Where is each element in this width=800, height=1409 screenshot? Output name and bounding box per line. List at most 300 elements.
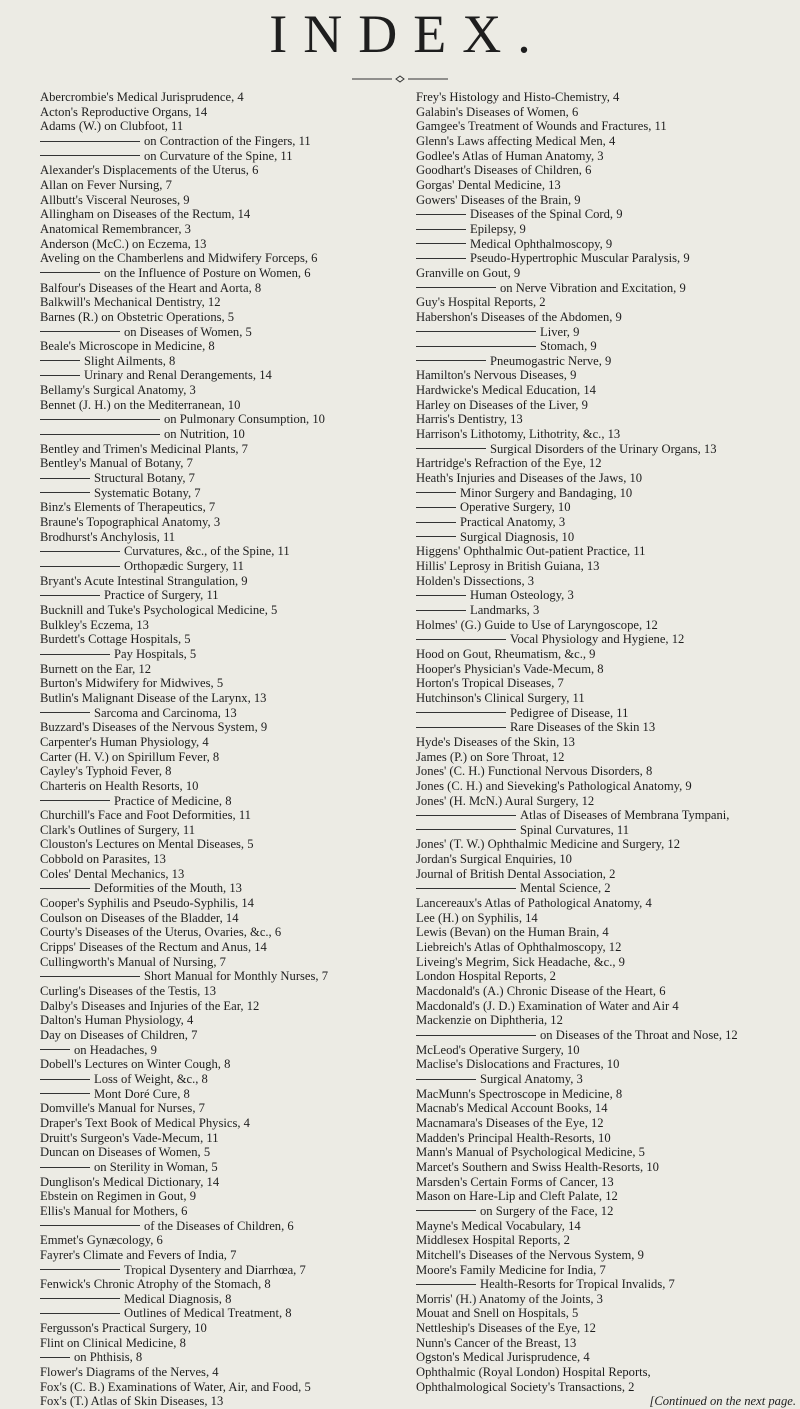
- index-entry-text: Macdonald's (A.) Chronic Disease of the Heart, 6: [416, 984, 666, 999]
- index-entry-text: Glenn's Laws affecting Medical Men, 4: [416, 133, 616, 148]
- index-entry: [416, 1219, 796, 1234]
- index-entry-text: Diseases of the Spinal Cord, 9: [470, 207, 623, 222]
- ditto-rule: [40, 1225, 140, 1226]
- index-entry-text: Holmes' (G.) Guide to Use of Laryngoscope, 12: [416, 617, 658, 632]
- index-entry: [40, 1028, 420, 1043]
- index-entry-text: of the Diseases of Children, 6: [144, 1218, 294, 1233]
- ditto-rule: [416, 815, 516, 816]
- index-entry-text: Hillis' Leprosy in British Guiana, 13: [416, 559, 600, 573]
- index-entry: [40, 1277, 420, 1292]
- index-entry: [416, 1057, 796, 1072]
- index-entry: [40, 603, 420, 618]
- index-entry-text: Nettleship's Diseases of the Eye, 12: [416, 1321, 596, 1336]
- index-entry-text: Coles' Dental Mechanics, 13: [40, 866, 185, 881]
- index-entry-text: Holden's Dissections, 3: [416, 573, 535, 588]
- index-entry-text: Mackenzie on Diphtheria, 12: [416, 1013, 563, 1028]
- ditto-rule: [40, 712, 90, 713]
- ditto-rule: [40, 1357, 70, 1358]
- index-entry: [40, 896, 420, 911]
- index-entry-text: Urinary and Renal Derangements, 14: [84, 368, 272, 383]
- index-entry: [40, 955, 420, 970]
- index-entry-text: Cayley's Typhoid Fever, 8: [40, 764, 172, 779]
- index-entry: [40, 794, 420, 809]
- index-entry-text: Minor Surgery and Bandaging, 10: [460, 485, 633, 500]
- ditto-rule: [416, 229, 466, 230]
- ditto-rule: [416, 595, 466, 596]
- index-entry-text: Tropical Dysentery and Diarrhœa, 7: [124, 1262, 306, 1277]
- index-entry: [40, 295, 420, 310]
- index-entry: [40, 1321, 420, 1336]
- index-entry: [416, 442, 796, 457]
- index-entry: [416, 647, 796, 662]
- index-entry-text: Maclise's Dislocations and Fractures, 10: [416, 1057, 620, 1072]
- index-entry-text: Lee (H.) on Syphilis, 14: [416, 910, 538, 925]
- index-entry: [416, 222, 796, 237]
- index-entry: [416, 676, 796, 691]
- index-entry-text: Macnab's Medical Account Books, 14: [416, 1101, 608, 1116]
- index-entry: [416, 1292, 796, 1307]
- index-entry: [416, 925, 796, 940]
- index-entry: [40, 149, 420, 164]
- index-entry-text: Butlin's Malignant Disease of the Larynx, 13: [40, 690, 267, 705]
- index-entry: [416, 237, 796, 252]
- index-entry: [40, 325, 420, 340]
- index-entry: [40, 119, 420, 134]
- ditto-rule: [40, 654, 110, 655]
- index-entry: [416, 1306, 796, 1321]
- index-entry: [416, 1160, 796, 1175]
- index-entry: [40, 1087, 420, 1102]
- index-entry: [416, 354, 796, 369]
- index-entry: [416, 105, 796, 120]
- index-entry-text: Pedigree of Disease, 11: [510, 705, 629, 720]
- index-entry: [40, 1336, 420, 1351]
- index-entry: [40, 999, 420, 1014]
- index-entry: [416, 1072, 796, 1087]
- ditto-rule: [40, 888, 90, 889]
- ditto-rule: [416, 492, 456, 493]
- index-entry: [40, 984, 420, 999]
- ditto-rule: [416, 639, 506, 640]
- index-entry: [40, 823, 420, 838]
- ditto-rule: [416, 1284, 476, 1285]
- index-entry-text: Bellamy's Surgical Anatomy, 3: [40, 383, 196, 398]
- index-entry-text: Fayrer's Climate and Fevers of India, 7: [40, 1247, 237, 1262]
- index-entry-text: Clark's Outlines of Surgery, 11: [40, 822, 196, 837]
- index-entry: [416, 325, 796, 340]
- index-entry: [416, 383, 796, 398]
- index-entry-text: Harley on Diseases of the Liver, 9: [416, 397, 588, 412]
- index-entry-text: Gorgas' Dental Medicine, 13: [416, 177, 561, 192]
- index-entry-text: Mental Science, 2: [520, 881, 611, 896]
- index-entry: [416, 1116, 796, 1131]
- index-entry: [416, 295, 796, 310]
- index-entry: [40, 1072, 420, 1087]
- index-entry: [40, 574, 420, 589]
- index-entry-text: Mouat and Snell on Hospitals, 5: [416, 1306, 579, 1321]
- index-entry: [416, 339, 796, 354]
- index-entry: [40, 456, 420, 471]
- index-entry: [40, 442, 420, 457]
- index-entry-text: Druitt's Surgeon's Vade-Mecum, 11: [40, 1130, 219, 1145]
- index-entry-text: Galabin's Diseases of Women, 6: [416, 104, 579, 119]
- index-entry-text: Dunglison's Medical Dictionary, 14: [40, 1174, 220, 1189]
- ditto-rule: [40, 155, 140, 156]
- index-entry-text: Hood on Gout, Rheumatism, &c., 9: [416, 646, 596, 661]
- index-entry: [40, 486, 420, 501]
- index-entry: [40, 544, 420, 559]
- index-entry: [40, 90, 420, 105]
- index-entry-text: Aveling on the Chamberlens and Midwifery Forceps, 6: [40, 251, 318, 266]
- index-entry-text: Burton's Midwifery for Midwives, 5: [40, 676, 224, 691]
- index-entry-text: Marsden's Certain Forms of Cancer, 13: [416, 1174, 614, 1189]
- index-entry-text: on Phthisis, 8: [74, 1350, 143, 1365]
- index-entry-text: Pay Hospitals, 5: [114, 646, 197, 661]
- ditto-rule: [416, 727, 506, 728]
- index-entry-text: Burnett on the Ear, 12: [40, 661, 152, 676]
- index-entry: [416, 1365, 796, 1380]
- title-ornament: [352, 75, 448, 83]
- index-entry-text: Horton's Tropical Diseases, 7: [416, 676, 564, 691]
- index-entry-text: Landmarks, 3: [470, 602, 540, 617]
- index-entry-text: Day on Diseases of Children, 7: [40, 1028, 198, 1042]
- index-entry: [416, 603, 796, 618]
- index-entry: [40, 354, 420, 369]
- index-entry: [416, 207, 796, 222]
- ditto-rule: [40, 1049, 70, 1050]
- index-entry-text: Ophthalmic (Royal London) Hospital Reports,: [416, 1365, 651, 1380]
- index-entry-text: Epilepsy, 9: [470, 221, 526, 236]
- index-entry: [40, 691, 420, 706]
- index-entry-text: Draper's Text Book of Medical Physics, 4: [40, 1115, 250, 1130]
- index-entry: [40, 618, 420, 633]
- index-entry: [416, 896, 796, 911]
- index-entry: [40, 530, 420, 545]
- index-entry-text: Liebreich's Atlas of Ophthalmoscopy, 12: [416, 940, 622, 955]
- ditto-rule: [416, 331, 536, 332]
- index-entry: [416, 251, 796, 266]
- ditto-rule: [40, 595, 100, 596]
- index-entry-text: Ellis's Manual for Mothers, 6: [40, 1203, 188, 1218]
- index-entry-text: Higgens' Ophthalmic Out-patient Practice, 11: [416, 544, 646, 559]
- index-entry: [40, 881, 420, 896]
- index-entry: [416, 999, 796, 1014]
- index-entry-text: Bentley and Trimen's Medicinal Plants, 7: [40, 441, 248, 456]
- index-entry: [416, 544, 796, 559]
- index-entry: [416, 662, 796, 677]
- index-entry-text: Spinal Curvatures, 11: [520, 822, 630, 837]
- index-entry-text: Mann's Manual of Psychological Medicine, 5: [416, 1145, 645, 1160]
- index-entry-text: Abercrombie's Medical Jurisprudence, 4: [40, 90, 244, 104]
- index-entry: [416, 427, 796, 442]
- index-entry-text: Cooper's Syphilis and Pseudo-Syphilis, 14: [40, 896, 254, 911]
- index-entry: [40, 559, 420, 574]
- index-entry: [40, 1204, 420, 1219]
- index-entry-text: Atlas of Diseases of Membrana Tympani,: [520, 808, 730, 823]
- index-entry-text: Lancereaux's Atlas of Pathological Anatomy, 4: [416, 896, 652, 911]
- index-entry-text: Flower's Diagrams of the Nerves, 4: [40, 1365, 219, 1380]
- index-entry-text: Surgical Anatomy, 3: [480, 1071, 583, 1086]
- index-entry: [416, 368, 796, 383]
- index-entry-text: Jones' (T. W.) Ophthalmic Medicine and Surgery, 12: [416, 837, 681, 852]
- ditto-rule: [40, 551, 120, 552]
- index-entry-text: Hardwicke's Medical Education, 14: [416, 383, 596, 398]
- index-entry: [416, 149, 796, 164]
- index-entry-text: Bentley's Manual of Botany, 7: [40, 456, 193, 471]
- index-entry-text: Medical Diagnosis, 8: [124, 1291, 232, 1306]
- index-entry-text: Jordan's Surgical Enquiries, 10: [416, 852, 572, 867]
- index-entry-text: on the Influence of Posture on Women, 6: [104, 265, 311, 280]
- index-entry: [40, 1219, 420, 1234]
- index-entry: [40, 969, 420, 984]
- index-entry-text: Mont Doré Cure, 8: [94, 1086, 190, 1101]
- index-entry-text: Medical Ophthalmoscopy, 9: [470, 236, 613, 251]
- index-entry-text: Churchill's Face and Foot Deformities, 11: [40, 808, 251, 823]
- index-entry-text: on Nerve Vibration and Excitation, 9: [500, 280, 686, 295]
- index-entry: [416, 559, 796, 574]
- index-entry-text: Mayne's Medical Vocabulary, 14: [416, 1218, 581, 1233]
- index-entry: [40, 940, 420, 955]
- index-entry-text: Allbutt's Visceral Neuroses, 9: [40, 192, 190, 207]
- index-entry: [40, 1189, 420, 1204]
- index-entry-text: Frey's Histology and Histo-Chemistry, 4: [416, 90, 620, 104]
- ditto-rule: [416, 536, 456, 537]
- index-entry: [40, 515, 420, 530]
- index-entry-text: McLeod's Operative Surgery, 10: [416, 1042, 580, 1057]
- ditto-rule: [40, 1313, 120, 1314]
- index-entry: [40, 911, 420, 926]
- index-entry-text: Granville on Gout, 9: [416, 265, 521, 280]
- index-entry: [40, 471, 420, 486]
- index-entry-text: Dobell's Lectures on Winter Cough, 8: [40, 1057, 231, 1072]
- index-entry-text: Orthopædic Surgery, 11: [124, 559, 244, 573]
- index-entry: [416, 632, 796, 647]
- ditto-rule: [40, 478, 90, 479]
- index-entry-text: Fox's (C. B.) Examinations of Water, Air, and Food, 5: [40, 1379, 311, 1394]
- index-entry-text: Hyde's Diseases of the Skin, 13: [416, 734, 575, 749]
- ditto-rule: [416, 712, 506, 713]
- index-entry: [416, 837, 796, 852]
- index-entry: [40, 251, 420, 266]
- index-entry-text: Bryant's Acute Intestinal Strangulation, 9: [40, 573, 248, 588]
- index-entry-text: Burdett's Cottage Hospitals, 5: [40, 632, 191, 647]
- index-entry-text: Godlee's Atlas of Human Anatomy, 3: [416, 148, 604, 163]
- index-entry-text: Emmet's Gynæcology, 6: [40, 1233, 163, 1248]
- index-entry-text: Hutchinson's Clinical Surgery, 11: [416, 690, 585, 705]
- index-entry: [416, 1336, 796, 1351]
- index-entry-text: Barnes (R.) on Obstetric Operations, 5: [40, 309, 235, 324]
- index-entry-text: Duncan on Diseases of Women, 5: [40, 1145, 211, 1160]
- index-entry: [40, 1175, 420, 1190]
- index-entry-text: Structural Botany, 7: [94, 471, 195, 486]
- index-entry-text: Sarcoma and Carcinoma, 13: [94, 705, 237, 720]
- index-entry: [416, 1204, 796, 1219]
- index-entry-text: Hamilton's Nervous Diseases, 9: [416, 368, 577, 383]
- index-entry-text: Fergusson's Practical Surgery, 10: [40, 1321, 207, 1336]
- index-entry: [416, 1145, 796, 1160]
- index-entry: [416, 1350, 796, 1365]
- index-entry: [416, 500, 796, 515]
- index-entry-text: Bennet (J. H.) on the Mediterranean, 10: [40, 397, 241, 412]
- index-entry-text: Carter (H. V.) on Spirillum Fever, 8: [40, 749, 220, 764]
- index-entry: [416, 486, 796, 501]
- index-entry-text: on Pulmonary Consumption, 10: [164, 412, 325, 427]
- index-entry: [416, 1087, 796, 1102]
- index-entry: [416, 1321, 796, 1336]
- index-entry: [40, 852, 420, 867]
- ditto-rule: [40, 331, 120, 332]
- index-entry: [416, 1175, 796, 1190]
- index-entry-text: Short Manual for Monthly Nurses, 7: [144, 969, 328, 984]
- index-entry-text: Carpenter's Human Physiology, 4: [40, 734, 209, 749]
- index-entry: [40, 178, 420, 193]
- index-entry-text: Vocal Physiology and Hygiene, 12: [510, 632, 685, 647]
- page-title: INDEX.: [269, 4, 547, 64]
- index-entry-text: Balfour's Diseases of the Heart and Aorta, 8: [40, 280, 262, 295]
- index-entry: [40, 1263, 420, 1278]
- index-entry: [416, 588, 796, 603]
- index-entry: [416, 750, 796, 765]
- index-entry-text: Curvatures, &c., of the Spine, 11: [124, 544, 290, 559]
- index-entry-text: on Diseases of the Throat and Nose, 12: [540, 1028, 738, 1042]
- index-entry-text: Beale's Microscope in Medicine, 8: [40, 339, 215, 354]
- index-entry: [40, 1116, 420, 1131]
- index-entry-text: Cobbold on Parasites, 13: [40, 852, 166, 867]
- index-entry: [416, 163, 796, 178]
- index-entry: [416, 530, 796, 545]
- index-entry-text: Acton's Reproductive Organs, 14: [40, 104, 208, 119]
- index-entry-text: on Contraction of the Fingers, 11: [144, 133, 311, 148]
- index-entry-text: Pneumogastric Nerve, 9: [490, 353, 612, 368]
- index-entry-text: Slight Ailments, 8: [84, 353, 176, 368]
- index-entry-text: Morris' (H.) Anatomy of the Joints, 3: [416, 1291, 603, 1306]
- index-entry-text: Madden's Principal Health-Resorts, 10: [416, 1130, 611, 1145]
- ditto-rule: [416, 522, 456, 523]
- index-entry: [416, 1189, 796, 1204]
- index-entry: [40, 647, 420, 662]
- index-entry: [40, 1057, 420, 1072]
- index-entry: [416, 720, 796, 735]
- index-entry-text: Flint on Clinical Medicine, 8: [40, 1335, 186, 1350]
- index-entry: [416, 764, 796, 779]
- index-entry: [416, 1131, 796, 1146]
- index-entry: [416, 794, 796, 809]
- index-entry: [416, 310, 796, 325]
- index-entry-text: Gamgee's Treatment of Wounds and Fractures, 11: [416, 119, 667, 134]
- ditto-rule: [40, 434, 160, 435]
- index-entry-text: Ophthalmological Society's Transactions, 2: [416, 1379, 635, 1394]
- ditto-rule: [40, 566, 120, 567]
- index-entry-text: Guy's Hospital Reports, 2: [416, 295, 546, 310]
- index-entry: [40, 1131, 420, 1146]
- index-entry: [40, 500, 420, 515]
- ditto-rule: [40, 800, 110, 801]
- index-entry: [416, 574, 796, 589]
- index-entry: [40, 1365, 420, 1380]
- index-entry-text: on Sterility in Woman, 5: [94, 1159, 218, 1174]
- index-entry: [40, 735, 420, 750]
- index-entry: [40, 706, 420, 721]
- index-entry-text: Harrison's Lithotomy, Lithotrity, &c., 13: [416, 427, 621, 442]
- index-entry: [416, 119, 796, 134]
- index-entry-text: Mason on Hare-Lip and Cleft Palate, 12: [416, 1189, 618, 1204]
- index-entry-text: Goodhart's Diseases of Children, 6: [416, 163, 592, 178]
- index-entry: [416, 398, 796, 413]
- index-entry-text: Cripps' Diseases of the Rectum and Anus, 14: [40, 940, 267, 955]
- index-entry-text: Anatomical Remembrancer, 3: [40, 221, 191, 236]
- index-entry: [416, 266, 796, 281]
- index-entry-text: Journal of British Dental Association, 2: [416, 866, 616, 881]
- index-entry: [40, 1101, 420, 1116]
- index-entry-text: Domville's Manual for Nurses, 7: [40, 1101, 205, 1116]
- index-entry: [40, 237, 420, 252]
- index-entry: [40, 368, 420, 383]
- index-entry: [40, 1043, 420, 1058]
- index-entry: [40, 1350, 420, 1365]
- index-entry-text: Courty's Diseases of the Uterus, Ovaries, &c., 6: [40, 925, 282, 940]
- index-entry: [416, 852, 796, 867]
- index-entry-text: Allingham on Diseases of the Rectum, 14: [40, 207, 251, 222]
- index-entry: [416, 779, 796, 794]
- index-entry-text: Liveing's Megrim, Sick Headache, &c., 9: [416, 954, 625, 969]
- index-entry-text: Pseudo-Hypertrophic Muscular Paralysis, 9: [470, 251, 690, 266]
- index-entry-text: Deformities of the Mouth, 13: [94, 881, 242, 896]
- index-entry-text: Practice of Surgery, 11: [104, 588, 219, 603]
- index-entry: [416, 1263, 796, 1278]
- index-entry: [40, 398, 420, 413]
- ditto-rule: [416, 1035, 536, 1036]
- index-entry: [416, 178, 796, 193]
- ditto-rule: [416, 507, 456, 508]
- index-entry-text: Jones' (H. McN.) Aural Surgery, 12: [416, 793, 595, 808]
- ditto-rule: [40, 375, 80, 376]
- index-entry: [416, 911, 796, 926]
- index-entry-text: on Nutrition, 10: [164, 427, 245, 442]
- ditto-rule: [40, 1269, 120, 1270]
- ditto-rule: [40, 1093, 90, 1094]
- index-entry: [40, 266, 420, 281]
- index-entry-text: Ebstein on Regimen in Gout, 9: [40, 1189, 197, 1204]
- index-entry-text: London Hospital Reports, 2: [416, 969, 556, 984]
- index-entry-text: James (P.) on Sore Throat, 12: [416, 749, 565, 764]
- ditto-rule: [416, 1210, 476, 1211]
- index-entry-text: Loss of Weight, &c., 8: [94, 1071, 208, 1086]
- index-entry: [40, 310, 420, 325]
- index-entry-text: Moore's Family Medicine for India, 7: [416, 1262, 606, 1277]
- index-column-right: [416, 90, 796, 1409]
- ditto-rule: [416, 1079, 476, 1080]
- index-entry: [416, 1028, 796, 1043]
- index-entry: [40, 1160, 420, 1175]
- index-entry: [416, 515, 796, 530]
- index-entry-text: Harris's Dentistry, 13: [416, 412, 523, 427]
- ditto-rule: [40, 272, 100, 273]
- index-entry: [416, 735, 796, 750]
- index-entry-text: Bulkley's Eczema, 13: [40, 617, 149, 632]
- index-entry-text: Rare Diseases of the Skin 13: [510, 720, 656, 735]
- index-entry: [416, 1248, 796, 1263]
- index-entry-text: Human Osteology, 3: [470, 588, 574, 603]
- ditto-rule: [40, 492, 90, 493]
- ditto-rule: [416, 829, 516, 830]
- index-entry-text: Fenwick's Chronic Atrophy of the Stomach, 8: [40, 1277, 271, 1292]
- index-entry: [416, 90, 796, 105]
- ditto-rule: [40, 1167, 90, 1168]
- index-entry-text: Braune's Topographical Anatomy, 3: [40, 515, 221, 530]
- index-entry: [40, 867, 420, 882]
- index-entry-text: Gowers' Diseases of the Brain, 9: [416, 192, 581, 207]
- index-entry: [40, 222, 420, 237]
